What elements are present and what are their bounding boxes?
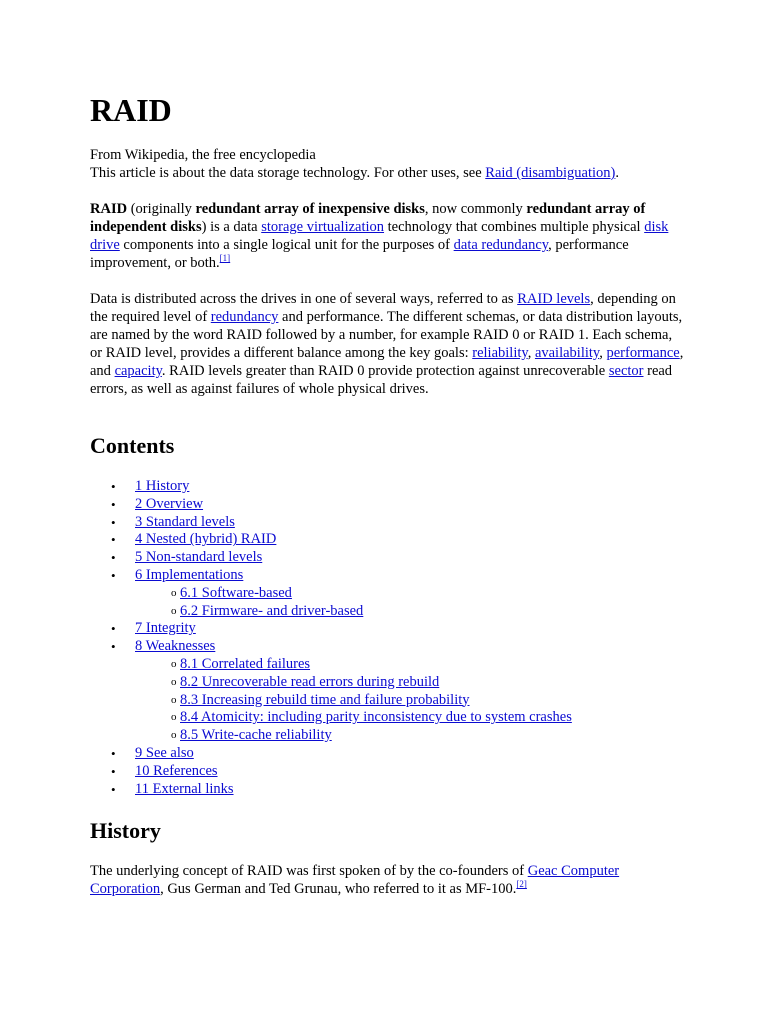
levels-text: read errors, as well as against failures of whole physical drives. [90,363,673,397]
storage-virtualization-link[interactable]: storage virtualization [261,219,385,235]
hatnote [90,164,690,182]
intro-paragraph [90,200,685,272]
geac-computer-corporation-link[interactable]: Geac Computer Corporation [90,863,620,897]
contents-heading: Contents [90,433,175,458]
circle-bullet-icon: o [171,657,177,670]
toc-link-references[interactable]: 10 References [135,762,218,779]
bullet-icon: • [111,639,116,655]
reference-link-1[interactable]: [1] [219,253,231,263]
levels-text: , depending on the required level of [90,291,676,325]
circle-bullet-icon: o [171,693,177,706]
circle-bullet-icon: o [171,675,177,688]
bullet-icon: • [111,479,116,494]
toc-link-see-also[interactable]: 9 See also [135,744,194,761]
hatnote-suffix: . [615,165,619,181]
toc-link-unrecoverable-read-errors[interactable]: 8.2 Unrecoverable read errors during rebuild [180,673,440,690]
tagline: From Wikipedia, the free encyclopedia [90,147,316,163]
disk-drive-link[interactable]: disk drive [90,219,669,253]
bullet-icon: • [111,763,116,779]
history-text: , Gus German and Ted Grunau, who referred to it as MF-100. [160,881,517,897]
toc-link-firmware-driver-based[interactable]: 6.2 Firmware- and driver-based [180,602,364,619]
bullet-icon: • [111,496,116,512]
toc-link-software-based[interactable]: 6.1 Software-based [180,584,292,601]
raid-levels-link[interactable]: RAID levels [517,291,591,307]
hatnote-text: This article is about the data storage technology. For other uses, see [90,165,486,181]
bullet-icon: • [111,745,116,761]
bullet-icon: • [111,621,116,637]
history-text: The underlying concept of RAID was first spoken of by the co-founders of [90,863,528,879]
capacity-link[interactable]: capacity [114,363,162,379]
toc-link-implementations[interactable]: 6 Implementations [135,566,244,583]
bullet-icon: • [111,781,116,797]
levels-text: , and [90,345,684,379]
levels-text: and performance. The different schemas, or data distribution layouts, are named by the word RAID followed by a number, for example RAID 0 or RAID 1. Each schema, or RAID level, provides a different balance among the key goals: [90,309,683,361]
history-heading: History [90,818,161,843]
toc-link-overview[interactable]: 2 Overview [135,495,204,512]
toc-link-standard-levels[interactable]: 3 Standard levels [135,513,235,530]
toc-link-correlated-failures[interactable]: 8.1 Correlated failures [180,655,311,672]
intro-text: technology that combines multiple physical [384,219,645,235]
intro-term: RAID [90,201,128,217]
bullet-icon: • [111,567,116,583]
sector-link[interactable]: sector [608,363,644,379]
toc-link-nested-raid[interactable]: 4 Nested (hybrid) RAID [135,531,277,548]
levels-text: , [527,345,535,361]
bullet-icon: • [111,514,116,530]
bullet-icon: • [111,532,116,548]
toc-link-rebuild-time[interactable]: 8.3 Increasing rebuild time and failure probability [180,691,470,708]
intro-text: , performance improvement, or both. [90,237,629,271]
disambiguation-link[interactable]: Raid (disambiguation) [485,165,616,181]
intro-text: , now commonly [424,201,527,217]
toc-link-external-links[interactable]: 11 External links [135,780,234,797]
bullet-icon: • [111,550,116,566]
circle-bullet-icon: o [171,604,177,617]
reference-link-2[interactable]: [2] [516,879,527,889]
toc-link-non-standard-levels[interactable]: 5 Non-standard levels [135,549,263,566]
redundancy-link[interactable]: redundancy [210,309,279,325]
toc-link-write-cache-reliability[interactable]: 8.5 Write-cache reliability [180,727,332,744]
toc-link-integrity[interactable]: 7 Integrity [135,620,196,637]
intro-term-original: redundant array of inexpensive disks [195,201,425,217]
toc-link-history[interactable]: 1 History [135,478,190,494]
intro-text: (originally [127,201,196,217]
reliability-link[interactable]: reliability [472,345,528,361]
availability-link[interactable]: availability [534,345,600,361]
circle-bullet-icon: o [171,586,177,599]
history-paragraph [90,862,690,898]
levels-text: Data is distributed across the drives in one of several ways, referred to as [90,291,518,307]
intro-text: ) is a data [201,219,262,235]
toc-link-weaknesses[interactable]: 8 Weaknesses [135,638,216,655]
circle-bullet-icon: o [171,729,177,742]
circle-bullet-icon: o [171,711,177,724]
intro-term-current: redundant array of independent disks [90,201,646,235]
levels-paragraph [90,290,685,398]
levels-text: , [599,345,607,361]
data-redundancy-link[interactable]: data redundancy [453,237,549,253]
levels-text: . RAID levels greater than RAID 0 provide protection against unrecoverable [161,363,609,379]
toc-link-atomicity[interactable]: 8.4 Atomicity: including parity inconsistency due to system crashes [180,709,572,726]
page-title: RAID [90,92,172,128]
intro-text: components into a single logical unit for the purposes of [119,237,454,253]
performance-link[interactable]: performance [606,345,680,361]
article-header [90,146,690,182]
